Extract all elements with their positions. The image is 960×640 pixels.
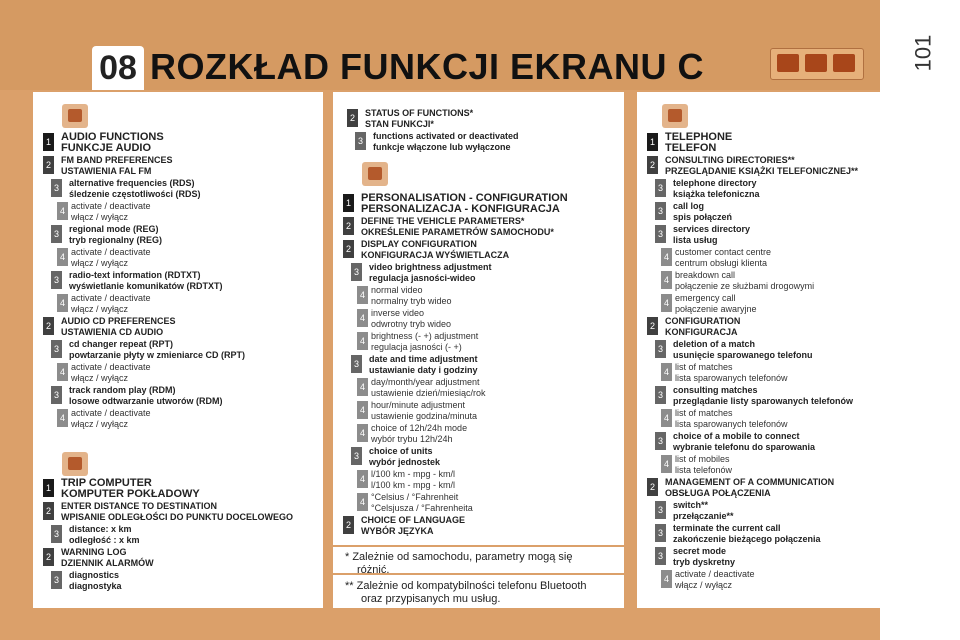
menu-item-label: list of mobiles (675, 454, 730, 464)
menu-item-label: STAN FUNKCJI* (365, 119, 434, 129)
footnote-2-line1: ** Zależnie od kompatybilności telefonu Bluetooth (345, 580, 587, 592)
menu-item-label: activate / deactivate (71, 247, 151, 257)
menu-item-label: OBSŁUGA POŁĄCZENIA (665, 488, 771, 498)
menu-item-label: AUDIO CD PREFERENCES (61, 316, 176, 326)
level-badge: 3 (355, 132, 366, 150)
level-badge: 4 (357, 378, 368, 396)
menu-item-label: services directory (673, 224, 751, 234)
menu-item-label: regulacja jasności-wideo (369, 273, 476, 283)
menu-item-label: losowe odtwarzanie utworów (RDM) (69, 396, 223, 406)
menu-item-label: radio-text information (RDTXT) (69, 270, 201, 280)
page-number: 101 (910, 34, 936, 72)
menu-item-label: emergency call (675, 293, 736, 303)
menu-item-label: consulting matches (673, 385, 758, 395)
menu-item-label: odległość : x km (69, 535, 140, 545)
footnote-1-line1: * Zależnie od samochodu, parametry mogą się (345, 551, 573, 563)
menu-item-label: włącz / wyłącz (71, 212, 129, 222)
menu-item-label: OKREŚLENIE PARAMETRÓW SAMOCHODU* (361, 227, 554, 237)
menu-item-label: powtarzanie płyty w zmieniarce CD (RPT) (69, 350, 246, 360)
menu-item-label: przeglądanie listy sparowanych telefonów (673, 396, 854, 406)
level-badge: 4 (661, 271, 672, 289)
menu-item-label: DZIENNIK ALARMÓW (61, 558, 154, 568)
level-badge: 3 (51, 571, 62, 589)
menu-item-label: lista sparowanych telefonów (675, 373, 788, 383)
menu-item-label: choice of a mobile to connect (673, 431, 800, 441)
menu-item-label: centrum obsługi klienta (675, 258, 768, 268)
menu-item-label: lista sparowanych telefonów (675, 419, 788, 429)
personalisation-icon (362, 162, 388, 186)
trip-computer-icon (62, 452, 88, 476)
level-badge: 3 (51, 271, 62, 289)
level-badge: 2 (343, 240, 354, 258)
menu-item-label: ustawienie dzień/miesiąc/rok (371, 388, 486, 398)
footnote-2-line2: oraz przypisanych mu usług. (361, 593, 501, 605)
level-badge: 2 (647, 156, 658, 174)
level-badge: 3 (655, 547, 666, 565)
menu-item-label: USTAWIENIA CD AUDIO (61, 327, 164, 337)
menu-item-label: secret mode (673, 546, 727, 556)
level-badge: 3 (51, 525, 62, 543)
menu-item-label: przełączanie** (673, 511, 734, 521)
level-badge: 3 (655, 432, 666, 450)
level-badge: 4 (57, 294, 68, 312)
menu-item-label: KONFIGURACJA (665, 327, 738, 337)
level-badge: 4 (661, 248, 672, 266)
level-badge: 3 (655, 524, 666, 542)
level-badge: 1 (343, 194, 354, 212)
level-badge: 4 (661, 363, 672, 381)
level-badge: 4 (661, 409, 672, 427)
menu-item-label: activate / deactivate (675, 569, 755, 579)
level-badge: 2 (43, 548, 54, 566)
menu-item-label: wybór jednostek (369, 457, 441, 467)
level-badge: 2 (647, 478, 658, 496)
menu-item-label: list of matches (675, 408, 733, 418)
level-badge: 3 (655, 225, 666, 243)
level-badge: 4 (57, 202, 68, 220)
menu-item-label: wybór trybu 12h/24h (371, 434, 453, 444)
menu-item-label: WPISANIE ODLEGŁOŚCI DO PUNKTU DOCELOWEGO (61, 512, 294, 522)
menu-item-label: książka telefoniczna (673, 189, 760, 199)
menu-item-label: wybranie telefonu do sparowania (673, 442, 816, 452)
menu-item-label: cd changer repeat (RPT) (69, 339, 174, 349)
menu-item-label: choice of units (369, 446, 433, 456)
menu-item-label: połączenie ze służbami drogowymi (675, 281, 815, 291)
menu-item-label: day/month/year adjustment (371, 377, 480, 387)
menu-item-label: switch** (673, 500, 709, 510)
menu-item-label: deletion of a match (673, 339, 756, 349)
chapter-number: 08 (92, 46, 144, 90)
menu-item-label: functions activated or deactivated (373, 131, 519, 141)
menu-item-label: diagnostics (69, 570, 120, 580)
menu-item-label: regulacja jasności (- +) (371, 342, 462, 352)
menu-item-label: distance: x km (69, 524, 132, 534)
menu-item-label: ENTER DISTANCE TO DESTINATION (61, 501, 218, 511)
menu-item-label: l/100 km - mpg - km/l (371, 469, 456, 479)
level-badge: 3 (51, 179, 62, 197)
audio-icon (62, 104, 88, 128)
menu-item-label: śledzenie częstotliwości (RDS) (69, 189, 201, 199)
menu-item-label: połączenie awaryjne (675, 304, 757, 314)
footnote-1-line2: różnić. (357, 564, 390, 576)
level-badge: 4 (57, 248, 68, 266)
page-title: ROZKŁAD FUNKCJI EKRANU C (150, 46, 704, 87)
level-badge: 3 (655, 386, 666, 404)
menu-item-label: date and time adjustment (369, 354, 478, 364)
menu-item-label: WYBÓR JĘZYKA (361, 526, 434, 536)
menu-item-label: customer contact centre (675, 247, 772, 257)
level-badge: 4 (57, 363, 68, 381)
menu-item-label: alternative frequencies (RDS) (69, 178, 195, 188)
menu-item-label: l/100 km - mpg - km/l (371, 480, 456, 490)
menu-item-label: °Celsius / °Fahrenheit (371, 492, 459, 502)
level-badge: 2 (343, 516, 354, 534)
level-badge: 2 (347, 109, 358, 127)
menu-item-label: STATUS OF FUNCTIONS* (365, 108, 474, 118)
level-badge: 4 (357, 309, 368, 327)
menu-item-label: DEFINE THE VEHICLE PARAMETERS* (361, 216, 525, 226)
menu-item-label: brightness (- +) adjustment (371, 331, 479, 341)
menu-item-label: ustawianie daty i godziny (369, 365, 478, 375)
level-badge: 3 (351, 263, 362, 281)
menu-item-label: FM BAND PREFERENCES (61, 155, 173, 165)
menu-item-label: normalny tryb wideo (371, 296, 452, 306)
menu-item-label: AUDIO FUNCTIONS (61, 131, 164, 143)
level-badge: 2 (647, 317, 658, 335)
menu-item-label: FUNKCJE AUDIO (61, 142, 152, 154)
menu-item-label: KONFIGURACJA WYŚWIETLACZA (361, 250, 510, 260)
level-badge: 1 (43, 133, 54, 151)
menu-item-label: terminate the current call (673, 523, 781, 533)
menu-item-label: USTAWIENIA FAL FM (61, 166, 152, 176)
menu-item-label: włącz / wyłącz (675, 580, 733, 590)
level-badge: 4 (661, 294, 672, 312)
level-badge: 3 (51, 340, 62, 358)
level-badge: 3 (351, 447, 362, 465)
level-badge: 3 (655, 340, 666, 358)
menu-item-label: call log (673, 201, 705, 211)
menu-item-label: włącz / wyłącz (71, 419, 129, 429)
menu-item-label: włącz / wyłącz (71, 304, 129, 314)
menu-item-label: włącz / wyłącz (71, 373, 129, 383)
menu-item-label: choice of 12h/24h mode (371, 423, 468, 433)
level-badge: 2 (343, 217, 354, 235)
level-badge: 3 (655, 501, 666, 519)
level-badge: 4 (357, 401, 368, 419)
level-badge: 1 (43, 479, 54, 497)
menu-item-label: regional mode (REG) (69, 224, 159, 234)
level-badge: 4 (357, 493, 368, 511)
level-badge: 4 (357, 470, 368, 488)
level-badge: 3 (51, 225, 62, 243)
level-badge: 2 (43, 317, 54, 335)
menu-item-label: tryb dyskretny (673, 557, 736, 567)
menu-item-label: spis połączeń (673, 212, 733, 222)
menu-item-label: track random play (RDM) (69, 385, 176, 395)
menu-item-label: telephone directory (673, 178, 757, 188)
menu-item-label: PRZEGLĄDANIE KSIĄŻKI TELEFONICZNEJ** (665, 166, 859, 176)
screen-icon (770, 48, 864, 80)
menu-item-label: lista telefonów (675, 465, 733, 475)
menu-item-label: PERSONALIZACJA - KONFIGURACJA (361, 203, 560, 215)
level-badge: 4 (357, 286, 368, 304)
menu-item-label: funkcje włączone lub wyłączone (373, 142, 511, 152)
menu-item-label: TELEFON (665, 142, 717, 154)
menu-item-label: wyświetlanie komunikatów (RDTXT) (69, 281, 223, 291)
menu-item-label: activate / deactivate (71, 201, 151, 211)
menu-item-label: video brightness adjustment (369, 262, 492, 272)
level-badge: 3 (655, 179, 666, 197)
menu-item-label: KOMPUTER POKŁADOWY (61, 488, 200, 500)
menu-item-label: odwrotny tryb wideo (371, 319, 452, 329)
level-badge: 4 (357, 424, 368, 442)
level-badge: 4 (57, 409, 68, 427)
menu-item-label: normal video (371, 285, 423, 295)
telephone-icon (662, 104, 688, 128)
menu-item-label: lista usług (673, 235, 718, 245)
menu-item-label: PERSONALISATION - CONFIGURATION (361, 192, 568, 204)
menu-item-label: MANAGEMENT OF A COMMUNICATION (665, 477, 835, 487)
menu-item-label: TELEPHONE (665, 131, 733, 143)
menu-item-label: hour/minute adjustment (371, 400, 466, 410)
menu-item-label: DISPLAY CONFIGURATION (361, 239, 477, 249)
level-badge: 4 (357, 332, 368, 350)
menu-item-label: włącz / wyłącz (71, 258, 129, 268)
level-badge: 1 (647, 133, 658, 151)
level-badge: 3 (655, 202, 666, 220)
separator (333, 545, 624, 547)
menu-item-label: WARNING LOG (61, 547, 127, 557)
menu-item-label: list of matches (675, 362, 733, 372)
menu-item-label: activate / deactivate (71, 362, 151, 372)
level-badge: 3 (51, 386, 62, 404)
level-badge: 2 (43, 502, 54, 520)
menu-item-label: CONFIGURATION (665, 316, 741, 326)
level-badge: 4 (661, 455, 672, 473)
menu-item-label: ustawienie godzina/minuta (371, 411, 478, 421)
menu-item-label: diagnostyka (69, 581, 122, 591)
level-badge: 4 (661, 570, 672, 588)
menu-item-label: activate / deactivate (71, 293, 151, 303)
menu-item-label: usunięcie sparowanego telefonu (673, 350, 813, 360)
menu-item-label: inverse video (371, 308, 425, 318)
menu-item-label: breakdown call (675, 270, 736, 280)
level-badge: 2 (43, 156, 54, 174)
level-badge: 3 (351, 355, 362, 373)
menu-item-label: activate / deactivate (71, 408, 151, 418)
menu-item-label: CONSULTING DIRECTORIES** (665, 155, 795, 165)
menu-item-label: tryb regionalny (REG) (69, 235, 163, 245)
menu-item-label: °Celsjusza / °Fahrenheita (371, 503, 473, 513)
menu-item-label: CHOICE OF LANGUAGE (361, 515, 466, 525)
menu-item-label: zakończenie bieżącego połączenia (673, 534, 821, 544)
menu-item-label: TRIP COMPUTER (61, 477, 152, 489)
